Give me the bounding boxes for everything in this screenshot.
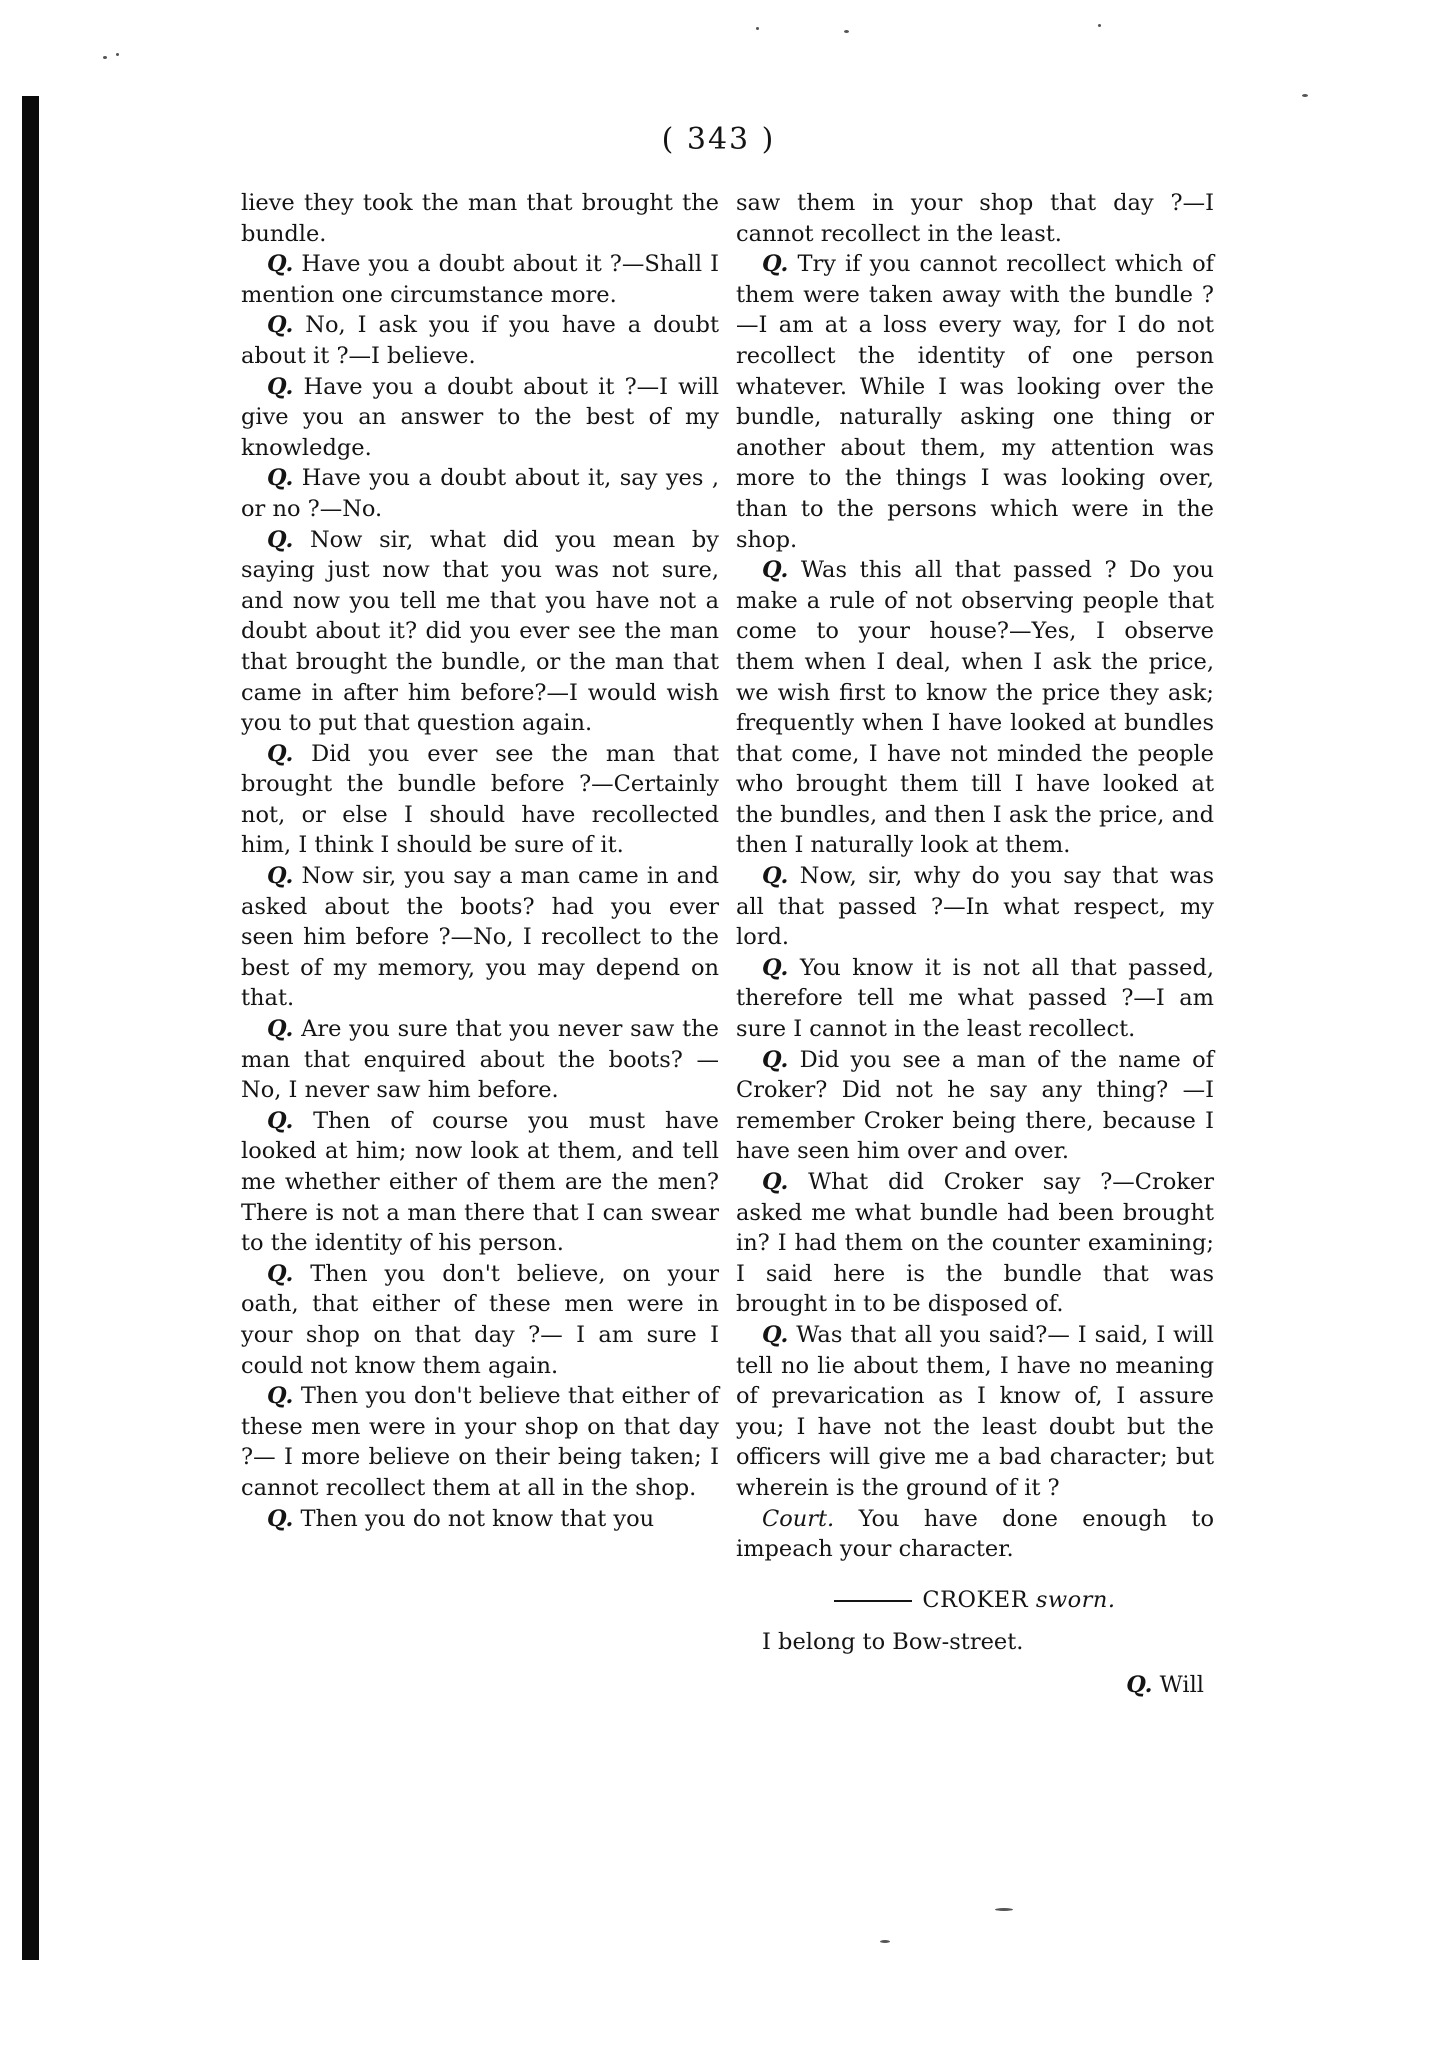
- paragraph-text: You know it is not all that passed, therefore tell me what passed ?—I am sure I cannot in the least recollect.: [736, 954, 1214, 1043]
- right-paragraph: [736, 861, 1214, 953]
- left-paragraph: [241, 463, 719, 524]
- right-paragraph: [736, 1320, 1214, 1504]
- speaker-label: Q.: [267, 312, 294, 339]
- heading-rule: [834, 1600, 912, 1602]
- ink-speck: [103, 56, 107, 59]
- paragraph-text: Now, sir, why do you say that was all that passed ?—In what respect, my lord.: [736, 863, 1214, 951]
- speaker-label: Q.: [267, 465, 294, 492]
- ink-speck: [844, 30, 849, 33]
- speaker-label: Q.: [762, 1046, 789, 1073]
- speaker-label: Q.: [762, 954, 789, 981]
- paragraph-text: You have done enough to impeach your character.: [736, 1505, 1214, 1563]
- speaker-label: Q.: [267, 1107, 294, 1134]
- speaker-label: Q.: [267, 526, 294, 553]
- left-paragraph: [241, 310, 719, 371]
- speaker-label: Q.: [762, 863, 789, 890]
- paragraph-text: Did you see a man of the name of Croker? Did not he say any thing? —I remember Croker being there, because I have seen him over and over.: [736, 1046, 1214, 1165]
- catchword-text: Will: [1159, 1671, 1204, 1698]
- left-column: [241, 188, 719, 1534]
- right-paragraph: [736, 1167, 1214, 1320]
- left-paragraph: [241, 1014, 719, 1106]
- paragraph-text: No, I ask you if you have a doubt about it ?—I believe.: [241, 312, 719, 369]
- paragraph-text: Was this all that passed ? Do you make a rule of not observing people that come to your house?—Yes, I observe them when I deal, when I ask the price, we wish first to know the price they ask; frequently when I have looked at bundles that come, I have not minded the people who brought them till I have looked at the bundles, and then I ask the price, and then I naturally look at them.: [736, 557, 1214, 859]
- witness-statement: I belong to Bow-street.: [762, 1629, 1024, 1656]
- speaker-label: Q.: [762, 1321, 789, 1348]
- speaker-label: Q.: [267, 373, 294, 400]
- ink-speck: [1302, 94, 1308, 97]
- paragraph-text: Now sir, what did you mean by saying just now that you was not sure, and now you tell me that you have not a doubt about it? did you ever see the man that brought the bundle, or the man that came in after him before?—I would wish you to put that question again.: [241, 526, 720, 737]
- speaker-label: Court.: [762, 1505, 835, 1532]
- right-paragraph: [736, 249, 1214, 555]
- right-paragraph: [736, 555, 1214, 861]
- right-paragraph: [736, 1504, 1214, 1565]
- left-paragraph: [241, 861, 719, 1014]
- speaker-label: Q.: [762, 251, 789, 278]
- paragraph-text: Then you don't believe, on your oath, that either of these men were in your shop on that day ?— I am sure I could not know them again.: [241, 1260, 719, 1379]
- left-paragraph: [241, 188, 719, 249]
- left-paragraph: [241, 1504, 719, 1535]
- paragraph-text: saw them in your shop that day ?—I cannot recollect in the least.: [736, 190, 1214, 247]
- paragraph-text: Try if you cannot recollect which of them were taken away with the bundle ?—I am at a loss every way, for I do not recollect the identity of one person whatever. While I was looking over the bundle, naturally asking one thing or another about them, my attention was more to the things I was looking over, than to the persons which were in the shop.: [736, 251, 1214, 553]
- catchword: [736, 1670, 1214, 1701]
- binding-shadow: [22, 96, 39, 1960]
- ink-speck: [116, 53, 119, 56]
- left-paragraph: [241, 249, 719, 310]
- witness-name: CROKER: [922, 1586, 1029, 1613]
- witness-heading: [736, 1585, 1214, 1616]
- catchword-speaker: Q.: [1126, 1671, 1153, 1698]
- right-column: [736, 188, 1214, 1701]
- speaker-label: Q.: [267, 251, 294, 278]
- paragraph-text: Now sir, you say a man came in and asked about the boots? had you ever seen him before ?—No, I recollect to the best of my memory, you may depend on that.: [241, 863, 719, 1012]
- ink-speck: [1098, 24, 1101, 27]
- left-paragraph: [241, 372, 719, 464]
- paragraph-text: Have you a doubt about it ?—I will give you an answer to the best of my knowledge.: [241, 373, 720, 461]
- paragraph-text: Was that all you said?— I said, I will tell no lie about them, I have no meaning of prevarication as I know of, I assure you; I have not the least doubt but the officers will give me a bad character; but wherein is the ground of it ?: [736, 1321, 1214, 1501]
- right-paragraph: [736, 1045, 1214, 1167]
- right-paragraph: [736, 953, 1214, 1045]
- right-column-paragraphs: [736, 188, 1214, 1565]
- paragraph-text: Did you ever see the man that brought the bundle before ?—Certainly not, or else I should have recollected him, I think I should be sure of it.: [241, 740, 720, 859]
- speaker-label: Q.: [267, 1260, 294, 1287]
- speaker-label: Q.: [762, 1169, 789, 1195]
- speaker-label: Q.: [762, 557, 789, 584]
- witness-sworn: sworn.: [1035, 1586, 1116, 1613]
- left-paragraph: [241, 739, 719, 861]
- paragraph-text: Have you a doubt about it, say yes , or no ?—No.: [241, 465, 719, 522]
- ink-speck: [756, 27, 759, 30]
- paragraph-text: Then of course you must have looked at him; now look at them, and tell me whether either of them are the men? There is not a man there that I can swear to the identity of his person.: [241, 1107, 719, 1257]
- speaker-label: Q.: [267, 1383, 294, 1410]
- page-number: ( 343 ): [661, 122, 776, 157]
- ink-speck: [880, 1940, 890, 1943]
- paragraph-text: What did Croker say ?—Croker asked me what bundle had been brought in? I had them on the counter examining; I said here is the bundle that was brought in to be disposed of.: [736, 1169, 1214, 1318]
- right-paragraph: [736, 188, 1214, 249]
- paragraph-text: Are you sure that you never saw the man that enquired about the boots? —No, I never saw him before.: [241, 1016, 719, 1104]
- speaker-label: Q.: [267, 740, 294, 767]
- left-paragraph: [241, 1106, 719, 1259]
- left-paragraph: [241, 1381, 719, 1503]
- ink-speck: [995, 1908, 1013, 1911]
- paragraph-text: lieve they took the man that brought the bundle.: [241, 190, 719, 247]
- paragraph-text: Then you don't believe that either of these men were in your shop on that day ?— I more believe on their being taken; I cannot recollect them at all in the shop.: [241, 1383, 719, 1501]
- speaker-label: Q.: [267, 1016, 294, 1043]
- left-paragraph: [241, 1259, 719, 1381]
- paragraph-text: Then you do not know that you: [300, 1505, 655, 1532]
- left-paragraph: [241, 525, 719, 739]
- speaker-label: Q.: [267, 1505, 294, 1532]
- speaker-label: Q.: [267, 863, 294, 890]
- paragraph-text: Have you a doubt about it ?—Shall I mention one circumstance more.: [241, 251, 719, 308]
